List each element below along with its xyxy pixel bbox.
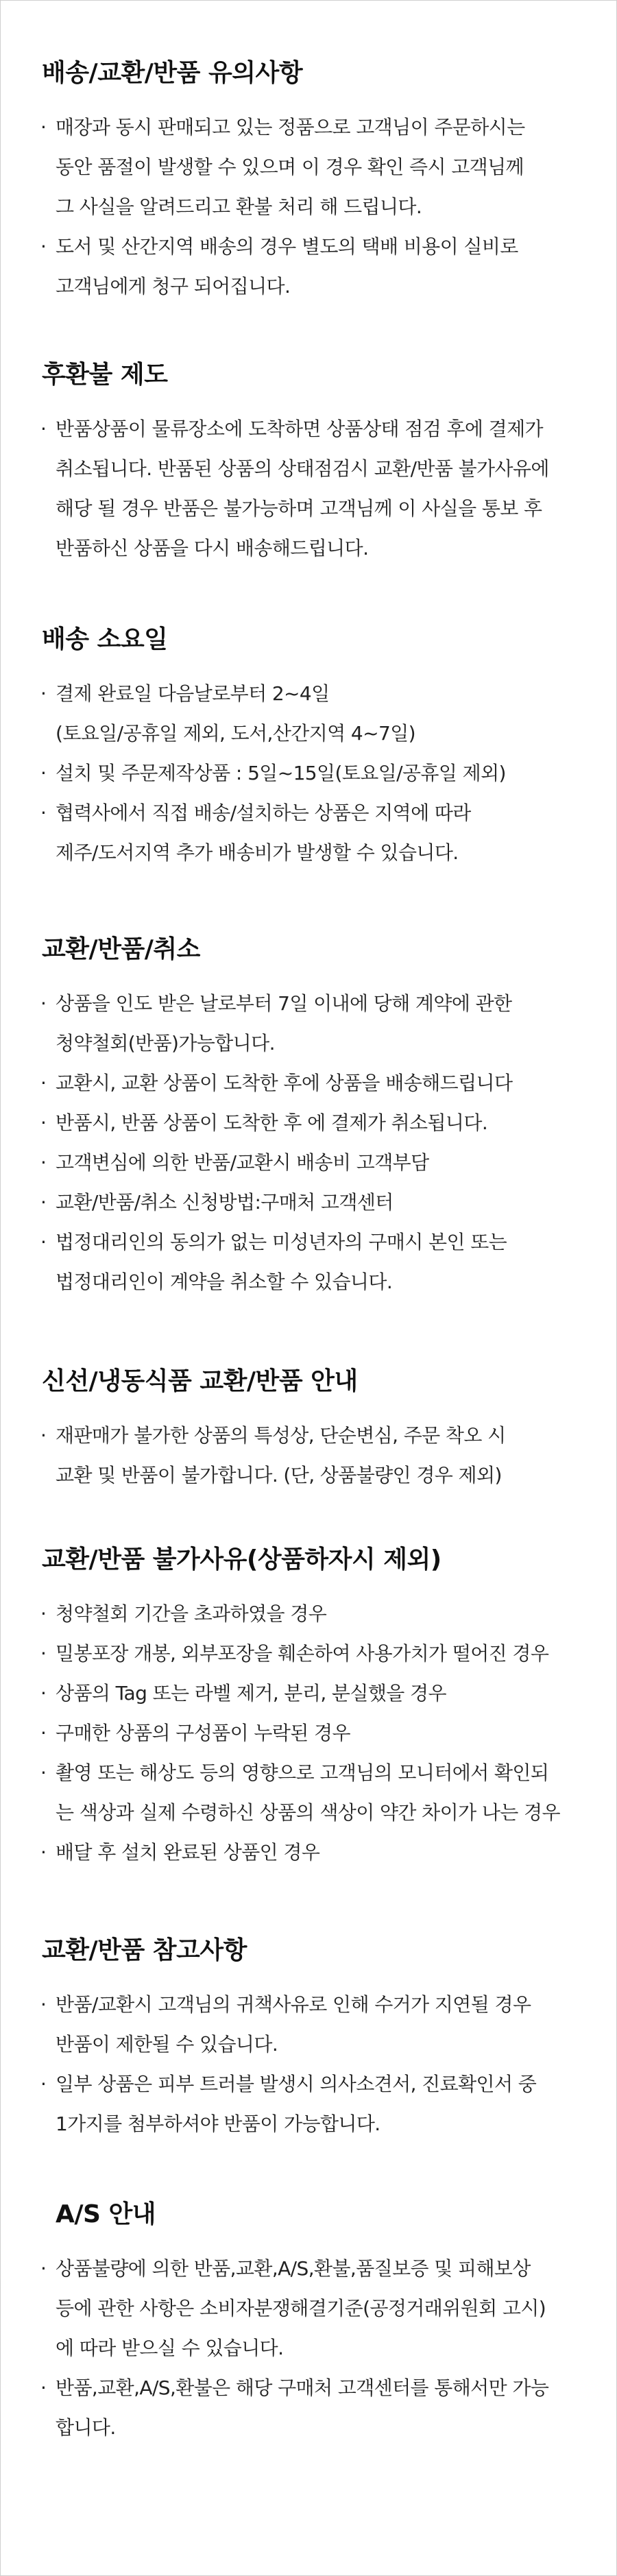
notice-item-line: 청약철회(반품)가능합니다. (56, 1032, 275, 1055)
notice-item-line: 고객님에게 청구 되어집니다. (56, 275, 291, 298)
notice-item-line: 일부 상품은 피부 트러블 발생시 의사소견서, 진료확인서 중 (56, 2073, 537, 2095)
notice-item (1, 409, 616, 568)
notice-item-line: 촬영 또는 해상도 등의 영향으로 고객님의 모니터에서 확인되 (56, 1761, 549, 1784)
bullet-dot-icon: · (40, 1191, 47, 1214)
notice-section (1, 57, 616, 306)
notice-item-line: 교환시, 교환 상품이 도착한 후에 상품을 배송해드립니다 (56, 1072, 513, 1094)
bullet-dot-icon: · (40, 682, 47, 705)
section-title: 신선/냉동식품 교환/반품 안내 (42, 1367, 358, 1395)
notice-section (1, 933, 616, 1302)
notice-list (1, 1985, 616, 2144)
notice-item-line: 교환 및 반품이 불가합니다. (단, 상품불량인 경우 제외) (56, 1464, 502, 1486)
notice-item (1, 1674, 616, 1713)
notice-list (1, 674, 616, 873)
notice-item-line: 법정대리인의 동의가 없는 미성년자의 구매시 본인 또는 (56, 1231, 507, 1253)
notice-item-line: 1가지를 첨부하셔야 반품이 가능합니다. (56, 2112, 380, 2135)
notice-item (1, 108, 616, 227)
notice-item-line: 반품시, 반품 상품이 도착한 후 에 결제가 취소됩니다. (56, 1111, 488, 1134)
bullet-dot-icon: · (40, 1072, 47, 1094)
bullet-dot-icon: · (40, 1642, 47, 1665)
notice-list (1, 2249, 616, 2448)
notice-section (1, 2198, 616, 2448)
bullet-dot-icon: · (40, 1602, 47, 1625)
notice-item-line: 재판매가 불가한 상품의 특성상, 단순변심, 주문 착오 시 (56, 1424, 506, 1447)
notice-list (1, 1416, 616, 1495)
notice-item-line: (토요일/공휴일 제외, 도서,산간지역 4~7일) (56, 722, 415, 745)
bullet-dot-icon: · (40, 2257, 47, 2280)
notice-item-line: 반품상품이 물류장소에 도착하면 상품상태 점검 후에 결제가 (56, 418, 544, 440)
notice-item-line: 구매한 상품의 구성품이 누락된 경우 (56, 1722, 350, 1744)
notice-item-line: 법정대리인이 계약을 취소할 수 있습니다. (56, 1271, 393, 1293)
notice-item-line: 제주/도서지역 추가 배송비가 발생할 수 있습니다. (56, 841, 459, 864)
notice-item (1, 793, 616, 873)
notice-item-line: 등에 관한 사항은 소비자분쟁해결기준(공정거래위원회 고시) (56, 2297, 546, 2320)
notice-item-line: 고객변심에 의한 반품/교환시 배송비 고객부담 (56, 1151, 429, 1174)
notice-item-line: 배달 후 설치 완료된 상품인 경우 (56, 1841, 320, 1864)
notice-item-line: 취소됩니다. 반품된 상품의 상태점검시 교환/반품 불가사유에 (56, 457, 549, 480)
notice-item (1, 227, 616, 306)
bullet-dot-icon: · (40, 235, 47, 258)
notice-list (1, 1594, 616, 1873)
notice-item-line: 상품의 Tag 또는 라벨 제거, 분리, 분실했을 경우 (56, 1682, 446, 1705)
notice-item (1, 1103, 616, 1143)
notice-item (1, 1753, 616, 1833)
section-title: 배송/교환/반품 유의사항 (42, 59, 303, 87)
notice-item-line: 밀봉포장 개봉, 외부포장을 훼손하여 사용가치가 떨어진 경우 (56, 1642, 549, 1665)
notice-item (1, 984, 616, 1063)
notice-item-line: 반품/교환시 고객님의 귀책사유로 인해 수거가 지연될 경우 (56, 1993, 531, 2016)
notice-item (1, 1223, 616, 1302)
notice-item (1, 2368, 616, 2448)
section-title: 배송 소요일 (42, 625, 168, 653)
notice-item-line: 교환/반품/취소 신청방법:구매처 고객센터 (56, 1191, 394, 1214)
notice-item-line: 도서 및 산간지역 배송의 경우 별도의 택배 비용이 실비로 (56, 235, 518, 258)
notice-item-line: 매장과 동시 판매되고 있는 정품으로 고객님이 주문하시는 (56, 116, 525, 139)
notice-section (1, 359, 616, 568)
notice-list (1, 108, 616, 306)
notice-section (1, 1543, 616, 1873)
notice-item-line: 동안 품절이 발생할 수 있으며 이 경우 확인 즉시 고객님께 (56, 156, 524, 178)
bullet-dot-icon: · (40, 802, 47, 824)
notice-list (1, 984, 616, 1302)
bullet-dot-icon: · (40, 1231, 47, 1253)
notice-item (1, 1985, 616, 2065)
bullet-dot-icon: · (40, 1424, 47, 1447)
notice-item-line: 반품이 제한될 수 있습니다. (56, 2033, 278, 2056)
bullet-dot-icon: · (40, 1151, 47, 1174)
notice-item-line: 설치 및 주문제작상품 : 5일~15일(토요일/공휴일 제외) (56, 762, 506, 784)
notice-item (1, 674, 616, 754)
notice-item (1, 1063, 616, 1103)
bullet-dot-icon: · (40, 2073, 47, 2095)
notice-item-line: 반품하신 상품을 다시 배송해드립니다. (56, 537, 369, 559)
bullet-dot-icon: · (40, 1111, 47, 1134)
notice-item-line: 그 사실을 알려드리고 환불 처리 해 드립니다. (56, 195, 422, 218)
notice-item (1, 1416, 616, 1495)
section-title: 교환/반품 참고사항 (42, 1936, 247, 1964)
bullet-dot-icon: · (40, 1682, 47, 1705)
notice-item (1, 1594, 616, 1634)
notice-item (1, 2065, 616, 2144)
notice-item-line: 청약철회 기간을 초과하였을 경우 (56, 1602, 327, 1625)
notice-item-line: 는 색상과 실제 수령하신 상품의 색상이 약간 차이가 나는 경우 (56, 1801, 560, 1824)
bullet-dot-icon: · (40, 1722, 47, 1744)
notice-item (1, 1143, 616, 1183)
notice-item-line: 에 따라 받으실 수 있습니다. (56, 2337, 284, 2359)
notice-item-line: 해당 될 경우 반품은 불가능하며 고객님께 이 사실을 통보 후 (56, 497, 542, 520)
notice-item-line: 상품불량에 의한 반품,교환,A/S,환불,품질보증 및 피해보상 (56, 2257, 531, 2280)
notice-item-line: 반품,교환,A/S,환불은 해당 구매처 고객센터를 통해서만 가능 (56, 2376, 549, 2399)
notice-section (1, 1365, 616, 1495)
notice-item-line: 상품을 인도 받은 날로부터 7일 이내에 당해 계약에 관한 (56, 992, 512, 1015)
notice-section (1, 1934, 616, 2144)
section-title: 교환/반품/취소 (42, 935, 200, 963)
notice-item (1, 1833, 616, 1873)
bullet-dot-icon: · (40, 1841, 47, 1864)
section-title: 교환/반품 불가사유(상품하자시 제외) (42, 1545, 441, 1574)
notice-item (1, 1183, 616, 1223)
bullet-dot-icon: · (40, 1761, 47, 1784)
notice-item (1, 1634, 616, 1674)
notice-item-line: 합니다. (56, 2416, 116, 2439)
notice-item (1, 2249, 616, 2368)
bullet-dot-icon: · (40, 2376, 47, 2399)
bullet-dot-icon: · (40, 992, 47, 1015)
bullet-dot-icon: · (40, 762, 47, 784)
notice-item-line: 협력사에서 직접 배송/설치하는 상품은 지역에 따라 (56, 802, 471, 824)
section-title: 후환불 제도 (42, 361, 168, 389)
notice-list (1, 409, 616, 568)
notice-section (1, 623, 616, 873)
notice-item (1, 1713, 616, 1753)
bullet-dot-icon: · (40, 1993, 47, 2016)
notice-item (1, 754, 616, 793)
notice-item-line: 결제 완료일 다음날로부터 2~4일 (56, 682, 330, 705)
bullet-dot-icon: · (40, 116, 47, 139)
bullet-dot-icon: · (40, 418, 47, 440)
section-title: A/S 안내 (56, 2200, 156, 2228)
